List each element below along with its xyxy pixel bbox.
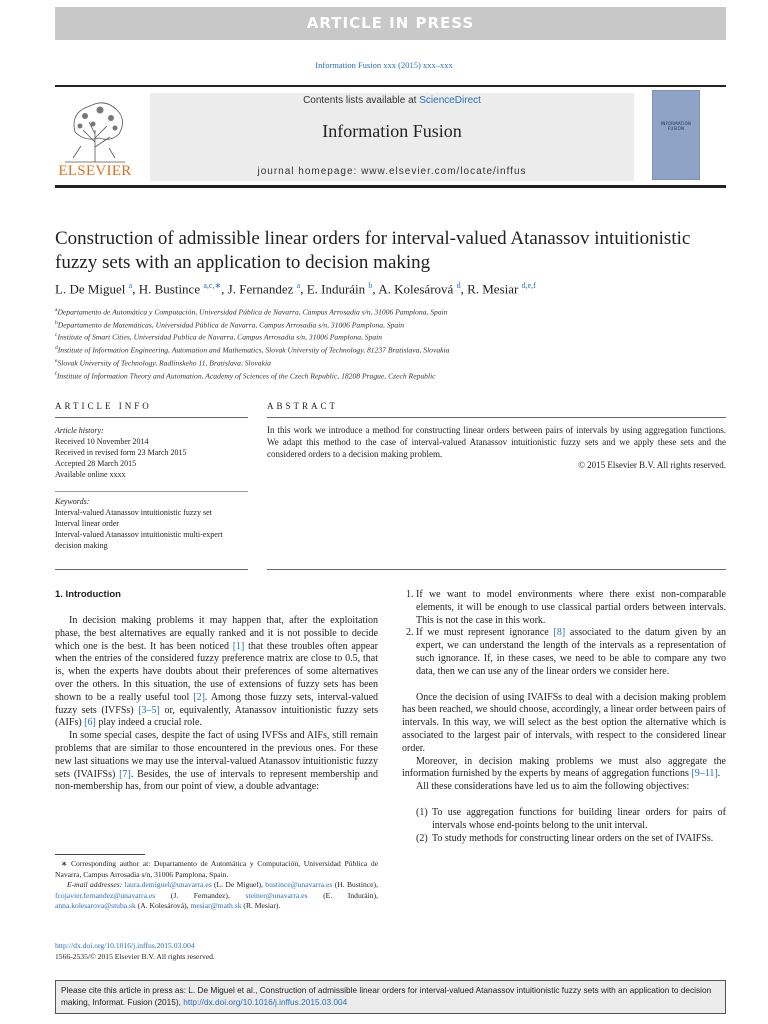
reference-link[interactable]: [6]	[84, 717, 96, 729]
citation-doi-link[interactable]: http://dx.doi.org/10.1016/j.inffus.2015.03.004	[183, 997, 348, 1008]
abstract-copyright: © 2015 Elsevier B.V. All rights reserved.	[578, 460, 726, 471]
author-affiliation-marker[interactable]: d,e,f	[521, 281, 536, 290]
history-item: Received in revised form 23 March 2015	[55, 448, 187, 457]
email-label: E-mail addresses:	[67, 880, 125, 889]
article-info-bottom-rule	[55, 569, 248, 570]
affiliation-text: Institute of Smart Cities, Universidad Publica de Navarra, Campus Arrosadia s/n, 31006 Pamplona, Spain	[57, 333, 383, 342]
email-link[interactable]: steiner@unavarra.es	[245, 890, 308, 900]
article-in-press-banner: ARTICLE IN PRESS	[55, 7, 726, 40]
author-name: H. Bustince	[138, 281, 204, 297]
affiliations	[55, 305, 735, 381]
author-affiliation-marker[interactable]: a	[128, 281, 133, 290]
email-owner: (R. Mesiar).	[241, 901, 281, 910]
reference-link[interactable]: [3–5]	[138, 704, 160, 716]
intro-paragraph-4: Moreover, in decision making problems we must also aggregate the information furnished by the experts by means of aggregation functions [9–11].	[402, 755, 726, 780]
author-affiliation-marker[interactable]: a,c,∗	[203, 281, 222, 290]
author-affiliation-marker[interactable]: d	[456, 281, 461, 290]
article-info-heading: ARTICLE INFO	[55, 401, 152, 411]
history-item: Accepted 28 March 2015	[55, 459, 137, 468]
reference-link[interactable]: [2]	[193, 691, 205, 703]
contents-prefix: Contents lists available at	[303, 95, 420, 106]
cover-title: INFORMATION FUSION	[660, 121, 692, 131]
author-name: L. De Miguel	[55, 281, 129, 297]
email-link[interactable]: fcojavier.fernandez@unavarra.es	[55, 890, 156, 900]
affiliation-key: a	[55, 307, 58, 313]
affiliation-key: e	[55, 357, 58, 364]
email-owner: (E. Induráin),	[307, 890, 379, 900]
affiliation-line	[55, 369, 735, 382]
affiliation-text: Slovak University of Technology, Radlinskeho 11, Bratislava, Slovakia	[57, 358, 271, 368]
author-name: J. Fernandez	[227, 281, 297, 297]
history-item: Received 10 November 2014	[55, 437, 149, 446]
abstract-bottom-rule	[267, 569, 726, 570]
doi-link[interactable]: http://dx.doi.org/10.1016/j.inffus.2015.03.004	[55, 941, 195, 950]
list-item: (1) To use aggregation functions for building linear orders for pairs of intervals whose end-points belong to the unit interval.	[416, 806, 726, 831]
intro-paragraph-1: In decision making problems it may happen that, after the exploitation phase, the best alternatives are equally ranked and it is not possible to decide which one is the best. It has been noticed [1] that these troubles often appear when the entries of the considered fuzzy preference matrix are close to 0.5, that is, when the experts have doubts about their preferences of some alternatives over the others. In this situation, the use of extensions of fuzzy sets has been shown to be a really useful tool [2]. Among those fuzzy sets, interval-valued fuzzy sets (IVFSs) [3–5] or, equivalently, Atanassov intuitionistic fuzzy sets (AIFs) [6] play indeed a crucial role.	[55, 615, 379, 729]
author-list: L. De Miguel $^a$, H. Bustince $^{a,c,∗}$, J. Fernandez $^a$, E. Induráin $^b$, A. Kolesárová $^d$, R. Mesiar $^{d,e,f}$	[55, 281, 536, 297]
affiliation-text: Departamento de Automática y Computación, Universidad Pública de Navarra, Campus Arrosadia s/n, 31006 Pamplona, Spain	[57, 307, 448, 317]
footnote-rule	[55, 854, 145, 855]
journal-homepage[interactable]: journal homepage: www.elsevier.com/locate/inffus	[257, 166, 527, 177]
corresponding-note: ∗ Corresponding author at: Departamento de Automática y Computación, Universidad Pública de Navarra, Campus Arrosadia s/n, 31006 Pamplona, Spain.	[55, 859, 378, 879]
reference-link[interactable]: [1]	[232, 640, 245, 652]
sciencedirect-link[interactable]: ScienceDirect	[419, 95, 481, 106]
article-title: Construction of admissible linear orders for interval-valued Atanassov intuitionistic fuzzy sets with an application to decision making	[55, 228, 691, 273]
keyword: Interval-valued Atanassov intuitionistic multi-expert decision making	[55, 530, 223, 550]
affiliation-key: d	[55, 345, 58, 352]
citation-text: Please cite this article in press as: L. De Miguel et al., Construction of admissible linear orders for interval-valued Atanassov intuitionistic fuzzy sets with an application to decision making, Informat. Fusion (2015),	[61, 985, 712, 1008]
list-item: (2) To study methods for constructing linear orders on the set of IVAIFSs.	[416, 832, 714, 844]
journal-cover-thumbnail	[652, 90, 700, 180]
affiliation-key: c	[55, 332, 58, 339]
author-name: E. Induráin	[306, 281, 369, 297]
keyword: Interval-valued Atanassov intuitionistic fuzzy set	[55, 508, 212, 517]
keyword: Interval linear order	[55, 519, 119, 528]
citation-notice-box	[55, 980, 726, 1014]
email-link[interactable]: laura.demiguel@unavarra.es	[124, 880, 212, 889]
email-link[interactable]: bustince@unavarra.es	[265, 880, 333, 889]
affiliation-text: Departamento de Matemáticas, Universidad Pública de Navarra, Campus Arrosadia s/n, 31006 Pamplona, Spain	[57, 320, 405, 330]
journal-name: Information Fusion	[322, 121, 462, 141]
intro-paragraph-3: Once the decision of using IVAIFSs to deal with a decision making problem has been reached, we should choose, accordingly, a linear order between pairs of intervals. In this way, we will select as the best option the alternative which is associated to the largest pair of intervals, with respect to the considered linear order.	[402, 691, 726, 754]
email-addresses	[55, 880, 378, 912]
header-top-rule	[55, 85, 726, 87]
affiliation-key: f	[55, 370, 57, 377]
history-label: Article history:	[55, 426, 104, 435]
article-info-rule	[55, 417, 248, 418]
section-heading-introduction: 1. Introduction	[55, 589, 121, 600]
abstract-body	[267, 425, 726, 472]
author-name: A. Kolesárová	[378, 281, 457, 297]
affiliation-line	[55, 305, 735, 318]
header-bottom-rule	[55, 185, 726, 188]
list-item: 2. If we must represent ignorance [8] associated to the datum given by an expert, we can understand the length of the intervals as a representation of such ignorance. If, in these cases, we need to be able to compare any two data, then we can use any of the linear orders we consider here.	[416, 627, 726, 678]
issn-line: 1566-2535/© 2015 Elsevier B.V. All rights reserved.	[55, 951, 215, 961]
reference-link[interactable]: [8]	[553, 627, 566, 639]
affiliation-line	[55, 330, 735, 343]
reference-link[interactable]: [9–11]	[691, 768, 718, 780]
abstract-text: In this work we introduce a method for constructing linear orders between pairs of intervals by using aggregation functions. We adapt this method to the case of interval-valued Atanassov intuitionistic fuzzy sets and we apply these sets and the considered orders to a decision making problem.	[267, 425, 726, 459]
email-owner: (H. Bustince),	[332, 880, 378, 889]
objectives-list	[402, 807, 726, 845]
email-owner: (A. Kolesárová),	[135, 901, 191, 910]
affiliation-line	[55, 318, 735, 331]
author-affiliation-marker[interactable]: a	[296, 281, 301, 290]
affiliation-key: b	[55, 319, 58, 326]
email-owner: (J. Fernandez),	[155, 890, 246, 900]
keywords	[55, 496, 248, 551]
introduction-right-column	[402, 589, 726, 845]
history-item: Available online xxxx	[55, 470, 126, 479]
article-history	[55, 425, 248, 480]
abstract-rule	[267, 417, 726, 418]
keywords-label: Keywords:	[55, 497, 90, 506]
affiliation-line	[55, 356, 735, 369]
author-affiliation-marker[interactable]: b	[368, 281, 373, 290]
abstract-heading: ABSTRACT	[267, 401, 339, 411]
email-link[interactable]: mesiar@math.sk	[190, 901, 242, 910]
email-owner: (L. De Miguel),	[211, 880, 266, 889]
journal-citation-line[interactable]: Information Fusion xxx (2015) xxx–xxx	[315, 60, 453, 70]
intro-paragraph-5: All these considerations have led us to aim the following objectives:	[416, 781, 690, 793]
list-item: 1. If we want to model environments where there exist non-comparable elements, it will be enough to use classical partial orders between intervals. This is not the case in this work.	[416, 589, 726, 627]
reference-link[interactable]: [7]	[119, 768, 131, 780]
doi-block	[55, 941, 378, 962]
affiliation-text: Institute of Information Engineering, Automation and Mathematics, Slovak University of Technology, 81237 Bratislava, Slovakia	[57, 345, 450, 355]
corresponding-author-footnote	[55, 859, 378, 912]
author-name: R. Mesiar	[467, 281, 522, 297]
affiliation-line	[55, 343, 735, 356]
advantages-list	[402, 589, 726, 679]
elsevier-wordmark: ELSEVIER	[58, 163, 132, 179]
keywords-rule	[55, 491, 248, 492]
introduction-left-column	[55, 615, 378, 794]
affiliation-text: Institute of Information Theory and Automation, Academy of Sciences of the Czech Republic, 18208 Prague, Czech Republic	[56, 371, 436, 381]
intro-paragraph-2: In some special cases, despite the fact of using IVFSs and AIFs, still remain problems that are similar to those encountered in the previous ones. For these new last situations we may use the interval-valued Atanassov intuitionistic fuzzy sets (IVAIFSs) [7]. Besides, the use of intervals to represent membership and non-membership has, from our point of view, a double advantage:	[55, 730, 378, 793]
contents-line	[150, 95, 634, 106]
email-link[interactable]: anna.kolesarova@stuba.sk	[55, 901, 136, 910]
